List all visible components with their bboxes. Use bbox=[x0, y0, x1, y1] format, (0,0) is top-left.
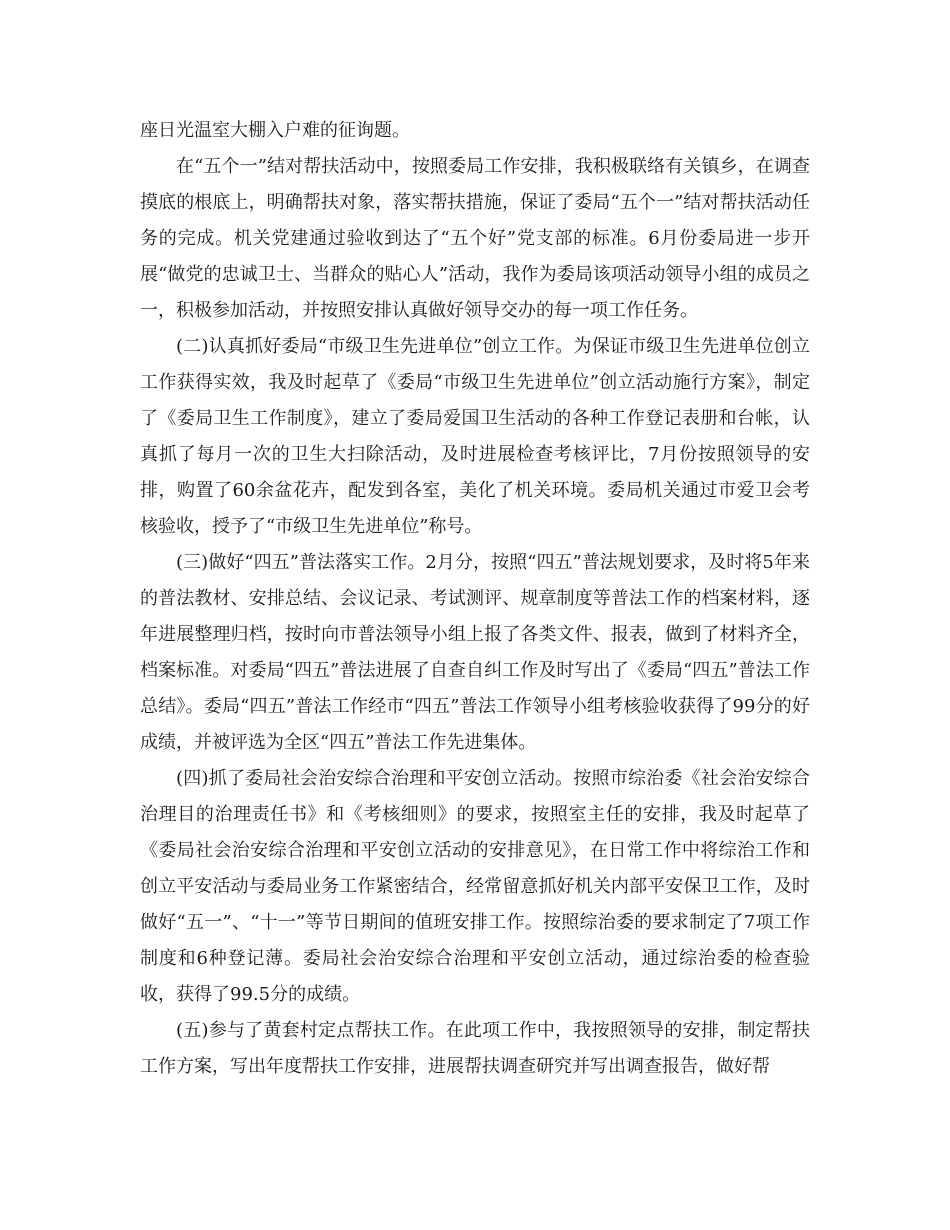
paragraph-section-3-legal-education: (三)做好“四五”普法落实工作。2月分，按照“四五”普法规划要求，及时将5年来的普法教材、安排总结、会议记录、考试测评、规章制度等普法工作的档案材料，逐年进展整理归档，按时向市普法领导小组上报了各类文件、报表，做到了材料齐全，档案标准。对委局“四五”普法进展了自查自纠工作及时写出了《委局“四五”普法工作总结》。委局“四五”普法工作经市“四五”普法工作领导小组考核验收获得了99分的好成绩，并被评选为全区“四五”普法工作先进集体。 bbox=[140, 552, 810, 753]
paragraph-section-2-hygiene: (二)认真抓好委局“市级卫生先进单位”创立工作。为保证市级卫生先进单位创立工作获得实效，我及时起草了《委局“市级卫生先进单位”创立活动施行方案》，制定了《委局卫生工作制度》，建立了委局爱国卫生活动的各种工作登记表册和台帐，认真抓了每月一次的卫生大扫除活动，及时进展检查考核评比，7月份按照领导的安排，购置了60余盆花卉，配发到各室，美化了机关环境。委局机关通过市爱卫会考核验收，授予了“市级卫生先进单位”称号。 bbox=[140, 336, 810, 537]
paragraph-five-one-pairing: 在“五个一”结对帮扶活动中，按照委局工作安排，我积极联络有关镇乡，在调查摸底的根底上，明确帮扶对象，落实帮扶措施，保证了委局“五个一”结对帮扶活动任务的完成。机关党建通过验收到达了“五个好”党支部的标准。6月份委局进一步开展“做党的忠诚卫士、当群众的贴心人”活动，我作为委局该项活动领导小组的成员之一，积极参加活动，并按照安排认真做好领导交办的每一项工作任务。 bbox=[140, 156, 810, 321]
document-body bbox=[140, 113, 810, 1085]
paragraph-section-4-public-security: (四)抓了委局社会治安综合治理和平安创立活动。按照市综治委《社会治安综合治理目的治理责任书》和《考核细则》的要求，按照室主任的安排，我及时起草了《委局社会治安综合治理和平安创立活动的安排意见》，在日常工作中将综治工作和创立平安活动与委局业务工作紧密结合，经常留意抓好机关内部平安保卫工作，及时做好“五一”、“十一”等节日期间的值班安排工作。按照综治委的要求制定了7项工作制度和6种登记薄。委局社会治安综合治理和平安创立活动，通过综治委的检查验收，获得了99.5分的成绩。 bbox=[140, 768, 810, 1005]
paragraph-section-5-village-assistance: (五)参与了黄套村定点帮扶工作。在此项工作中，我按照领导的安排，制定帮扶工作方案，写出年度帮扶工作安排，进展帮扶调查研究并写出调查报告，做好帮 bbox=[140, 1020, 810, 1077]
paragraph-continuation: 座日光温室大棚入户难的征询题。 bbox=[140, 120, 410, 141]
